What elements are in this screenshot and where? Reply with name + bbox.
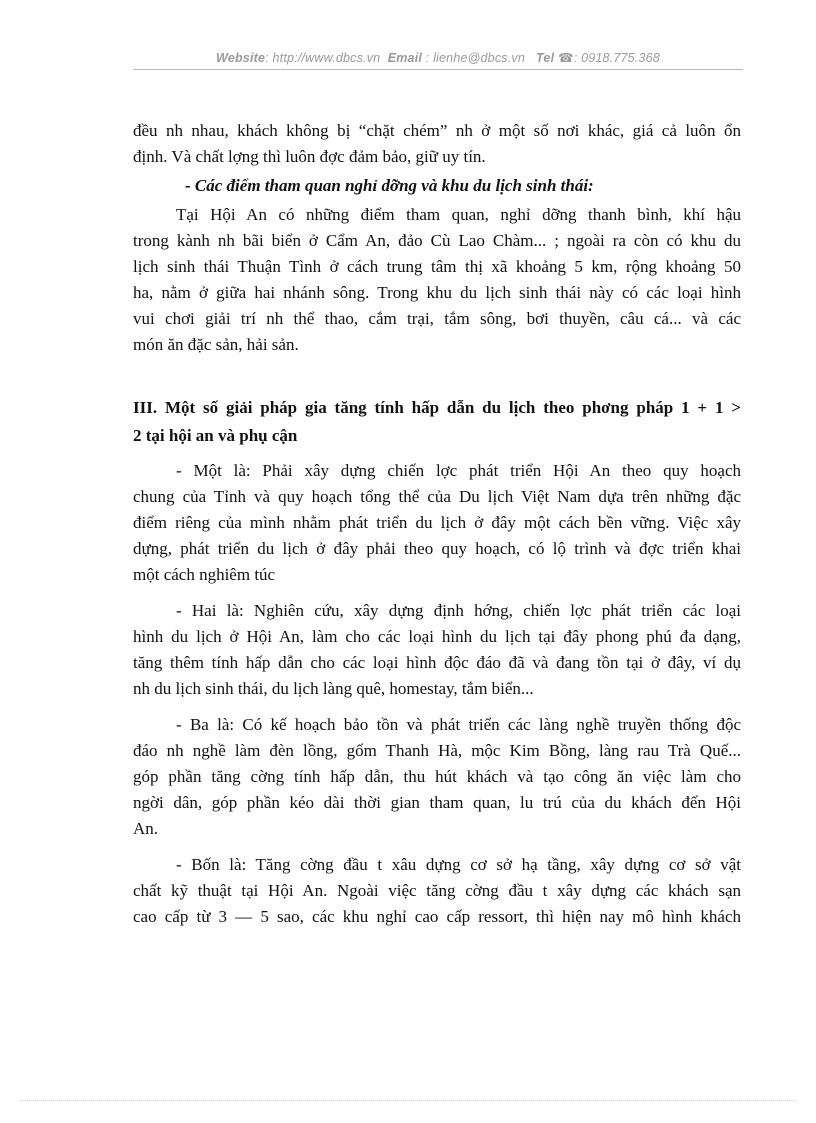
email-value: : lienhe@dbcs.vn (425, 51, 526, 65)
bullet-heading (133, 172, 741, 200)
section-title-line: III. Một số giải pháp gia tăng tính hấp dẫn du lịch theo phơng pháp 1 + 1 > (133, 398, 741, 417)
text-line: điểm riêng của mình nhằm phát triển du lịch ở đây một cách bền vững. Việc xây (133, 513, 741, 532)
header-divider (133, 69, 743, 70)
text-line: cao cấp từ 3 — 5 sao, các khu nghỉ cao cấp ressort, thì hiện nay mô hình khách (133, 907, 741, 926)
website-value: : http://www.dbcs.vn (265, 51, 381, 65)
page-header (133, 50, 743, 65)
text-line: định. Và chất lợng thì luôn đợc đảm bảo, giữ uy tín. (133, 147, 486, 166)
text-line: - Ba là: Có kế hoạch bảo tồn và phát triển các làng nghề truyền thống độc (176, 715, 741, 734)
section-title (133, 394, 741, 450)
text-line: - Hai là: Nghiên cứu, xây dựng định hớng, chiến lợc phát triển các loại (176, 601, 741, 620)
phone-icon: ☎ (557, 51, 574, 65)
text-line: góp phần tăng cờng tính hấp dẫn, thu hút khách và tạo công ăn việc làm cho (133, 767, 741, 786)
text-line: lịch sinh thái Thuận Tình ở cách trung tâm thị xã khoảng 5 km, rộng khoảng 50 (133, 257, 741, 276)
text-line: chất kỹ thuật tại Hội An. Ngoài việc tăng cờng đầu t xây dựng các khách sạn (133, 881, 741, 900)
section-title-line: 2 tại hội an và phụ cận (133, 426, 298, 445)
paragraph-item1 (133, 458, 741, 588)
text-line: Tại Hội An có những điểm tham quan, nghỉ dỡng thanh bình, khí hậu (176, 205, 741, 224)
website-label: Website (216, 51, 266, 65)
text-line: chung của Tỉnh và quy hoạch tổng thể của Du lịch Việt Nam dựa trên những đặc (133, 487, 741, 506)
text-line: ngời dân, góp phần kéo dài thời gian tham quan, lu trú của du khách đến Hội (133, 793, 741, 812)
text-line: - Một là: Phải xây dựng chiến lợc phát triển Hội An theo quy hoạch (176, 461, 741, 480)
text-line: món ăn đặc sản, hải sản. (133, 335, 299, 354)
text-line: dựng, phát triển du lịch ở đây phải theo quy hoạch, có lộ trình và đợc triển khai (133, 539, 741, 558)
document-body (133, 118, 741, 930)
bullet-heading-text: - Các điểm tham quan nghỉ dỡng và khu du lịch sinh thái: (185, 176, 594, 195)
tel-label: Tel (536, 51, 555, 65)
paragraph-item2 (133, 598, 741, 702)
page-bottom-border (20, 1100, 796, 1101)
text-line: đều nh nhau, khách không bị “chặt chém” nh ở một số nơi khác, giá cả luôn ổn (133, 121, 741, 140)
text-line: tăng thêm tính hấp dẫn cho các loại hình độc đáo đã và đang tồn tại ở đây, ví dụ (133, 653, 741, 672)
text-line: một cách nghiêm túc (133, 565, 276, 584)
text-line: vui chơi giải trí nh thể thao, cắm trại, tắm sông, bơi thuyền, câu cá... và các (133, 309, 741, 328)
text-line: nh du lịch sinh thái, du lịch làng quê, homestay, tắm biển... (133, 679, 534, 698)
text-line: trong kành nh bãi biển ở Cẩm An, đảo Cù Lao Chàm... ; ngoài ra còn có khu du (133, 231, 741, 250)
text-line: An. (133, 819, 159, 838)
paragraph-p1 (133, 118, 741, 170)
text-line: - Bốn là: Tăng cờng đầu t xâu dựng cơ sở hạ tầng, xây dựng cơ sở vật (176, 855, 741, 874)
paragraph-p2 (133, 202, 741, 358)
email-label: Email (387, 51, 423, 65)
text-line: đáo nh nghề làm đèn lồng, gốm Thanh Hà, mộc Kim Bồng, làng rau Trà Quế... (133, 741, 741, 760)
text-line: ha, nằm ở giữa hai nhánh sông. Trong khu du lịch sinh thái này có các loại hình (133, 283, 741, 302)
paragraph-item3 (133, 712, 741, 842)
text-line: hình du lịch ở Hội An, làm cho các loại hình du lịch tại đây phong phú đa dạng, (133, 627, 741, 646)
paragraph-item4 (133, 852, 741, 930)
tel-value: : 0918.775.368 (573, 51, 660, 65)
